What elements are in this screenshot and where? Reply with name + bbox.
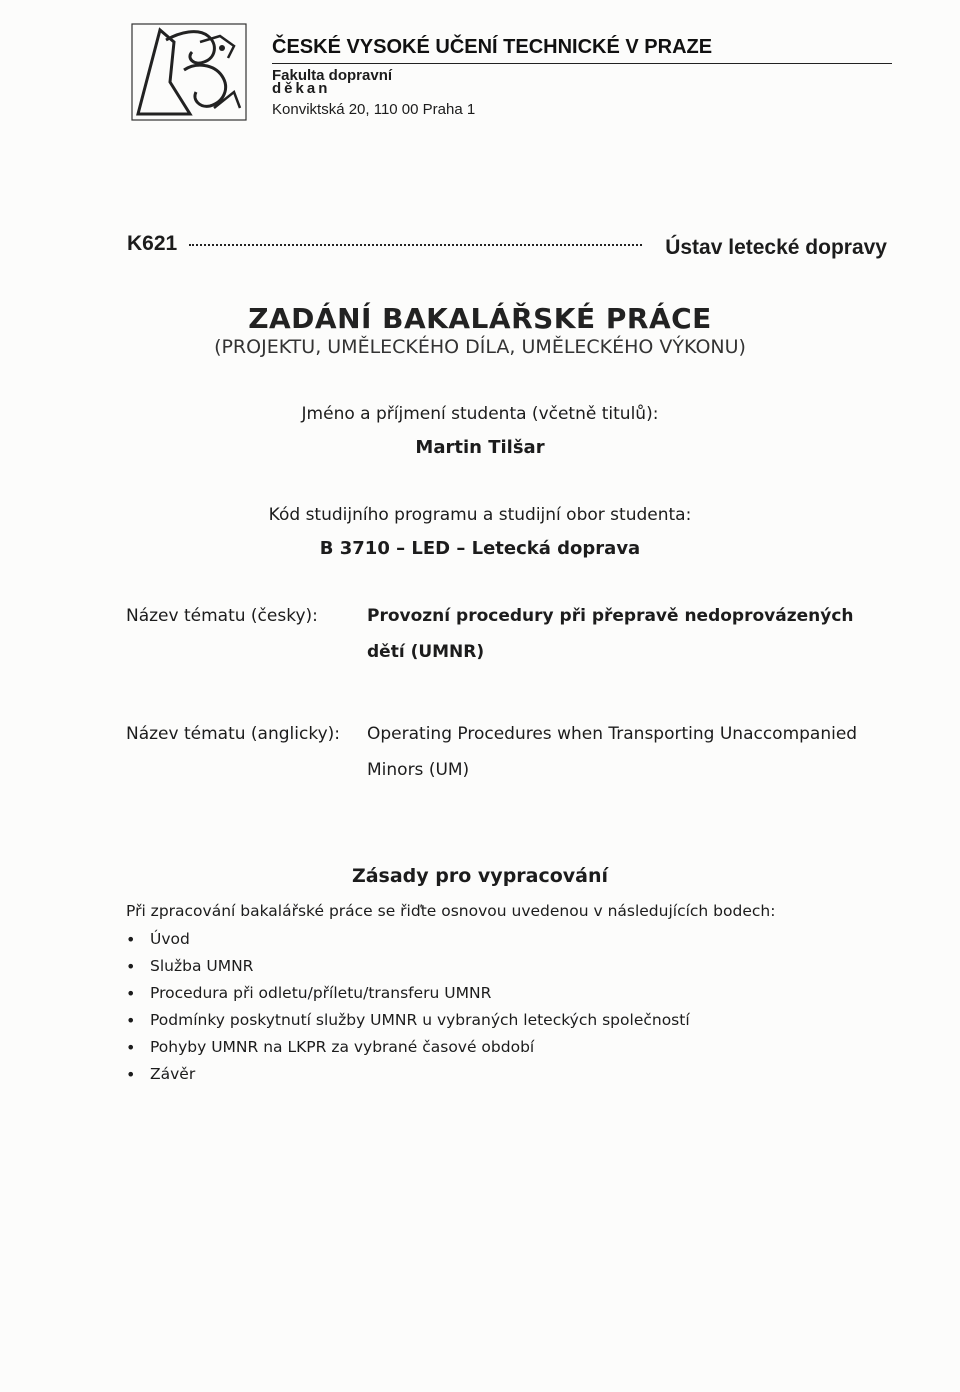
topic-cz-line-1: Provozní procedury při přepravě nedoprovázených [367,606,854,626]
university-name: ČESKÉ VYSOKÉ UČENÍ TECHNICKÉ V PRAZE [272,36,713,58]
department-line [127,232,887,262]
topic-cz-label: Název tématu (česky): [126,606,318,626]
ctu-lion-logo-icon [130,22,248,122]
department-name: Ústav letecké dopravy [665,236,887,259]
assignment-subtitle: (PROJEKTU, UMĚLECKÉHO DÍLA, UMĚLECKÉHO VÝKONU) [214,336,746,358]
topic-en-label: Název tématu (anglicky): [126,724,340,744]
faculty-name: Fakulta dopravní [272,67,393,84]
list-item: • Služba UMNR [126,953,690,980]
student-name: Martin Tilšar [415,437,545,458]
principles-title: Zásady pro vypracování [351,865,609,887]
header-rule [272,63,892,64]
program-label: Kód studijního programu a studijní obor studenta: [268,505,692,525]
department-code: K621 [127,232,178,255]
program-value: B 3710 – LED – Letecká doprava [319,538,641,559]
principles-list [126,926,690,1088]
list-item: • Procedura při odletu/příletu/transferu UMNR [126,980,690,1007]
list-item: • Pohyby UMNR na LKPR za vybrané časové období [126,1034,690,1061]
dotted-leader [189,244,642,246]
topic-cz-line-2: dětí (UMNR) [367,642,485,662]
dean-label: děkan [272,80,331,97]
list-item: • Podmínky poskytnutí služby UMNR u vybraných leteckých společností [126,1007,690,1034]
list-item: • Závěr [126,1061,690,1088]
topic-en-line-1: Operating Procedures when Transporting Unaccompanied [367,724,858,744]
student-label: Jméno a příjmení studenta (včetně titulů): [301,404,659,424]
principles-intro: Při zpracování bakalářské práce se řiďte osnovou uvedenou v následujících bodech: [126,902,776,920]
topic-en-line-2: Minors (UM) [367,760,470,780]
assignment-title: ZADÁNÍ BAKALÁŘSKÉ PRÁCE [248,302,712,335]
faculty-address: Konviktská 20, 110 00 Praha 1 [272,101,476,118]
list-item: • Úvod [126,926,690,953]
